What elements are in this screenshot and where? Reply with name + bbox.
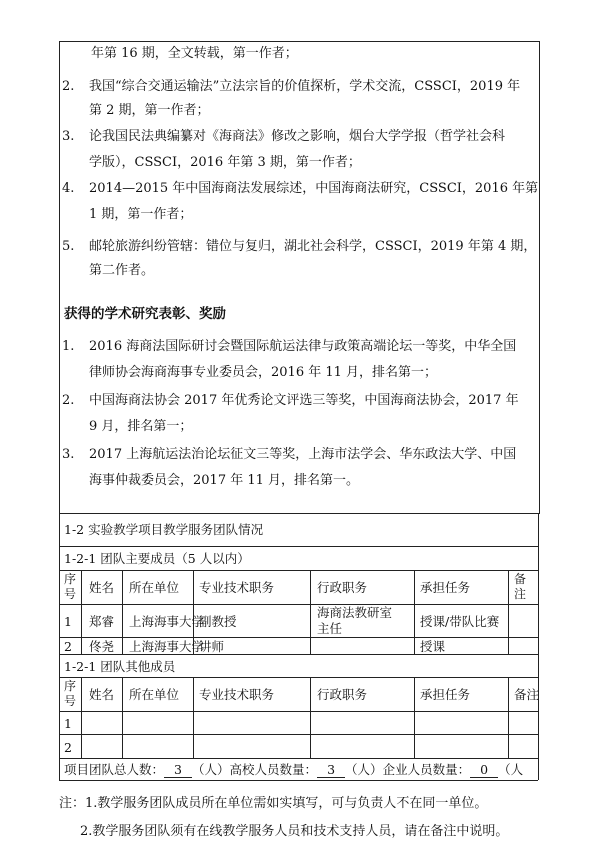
award-line: 2016 海商法国际研讨会暨国际航运法律与政策高端论坛一等奖，中华全国 [89,339,517,354]
col-line [81,677,82,758]
table-rule [59,570,538,571]
award-line: 9 月，排名第一； [89,419,193,434]
header-title: 专业技术职务 [199,687,275,702]
row-title: 讲师 [199,639,225,654]
header-admin: 行政职务 [317,687,368,702]
paper-line: 论我国民法典编纂对《海商法》修改之影响，烟台大学学报（哲学社会科 [89,129,506,144]
row-admin: 主任 [317,621,343,636]
row-seq: 2 [64,740,72,755]
team-summary [64,762,537,778]
unit-label: （人） [192,762,230,777]
row-name: 郑睿 [89,614,115,629]
header-unit: 所在单位 [129,687,180,702]
row-seq: 1 [64,716,72,731]
award-num: 3. [62,447,75,462]
paper-num: 5. [62,239,75,254]
header-note: 备 [514,572,527,586]
table-rule [59,734,538,735]
table-rule [59,711,538,712]
awards-heading: 获得的学术研究表彰、奖励 [64,306,226,322]
col-line [310,570,311,654]
header-seq: 序 [64,679,77,693]
header-admin: 行政职务 [317,580,368,595]
table-border-left [59,513,60,780]
col-line [508,677,509,758]
other-members-title: 1-2-1 团队其他成员 [64,659,176,674]
header-seq: 序 [64,572,77,586]
note-1: 注：1.教学服务团队成员所在单位需如实填写，可与负责人不在同一单位。 [59,796,488,811]
row-title: 副教授 [199,614,237,629]
header-task: 承担任务 [420,580,471,595]
table-rule [59,604,538,605]
note-2: 2.教学服务团队须有在线教学服务人员和技术支持人员，请在备注中说明。 [80,824,509,839]
header-seq: 号 [64,694,77,708]
table-rule [59,677,538,678]
row-task: 授课 [420,639,446,654]
paper-line: 我国“综合交通运输法”立法宗旨的价值探析，学术交流，CSSCI，2019 年 [89,79,521,94]
col-line [414,570,415,654]
row-name: 佟尧 [89,639,115,654]
paper-num: 4. [62,181,75,196]
row-unit: 上海海事大学 [129,639,205,654]
award-num: 2. [62,393,75,408]
paper-line: 1 期，第一作者； [89,207,193,222]
award-line: 海事仲裁委员会，2017 年 11 月，排名第一。 [89,473,360,488]
col-line [122,677,123,758]
award-line: 律师协会海商海事专业委员会，2016 年 11 月，排名第一； [89,365,438,380]
row-unit: 上海海事大学 [129,614,205,629]
table-rule [59,513,538,514]
row-task: 授课/带队比赛 [420,614,500,629]
header-seq: 号 [64,587,77,601]
paper-line: 第二作者。 [89,263,155,278]
col-line [414,677,415,758]
section-title: 1-2 实验教学项目教学服务团队情况 [64,522,264,537]
paper-line: 第 2 期，第一作者； [89,103,210,118]
paper-line: 学版），CSSCI，2016 年第 3 期，第一作者； [89,155,361,170]
header-name: 姓名 [89,687,115,702]
row-admin: 海商法教研室 [317,605,393,620]
col-line [122,570,123,654]
row-seq: 1 [64,614,72,629]
paper-1-continued: 年第 16 期，全文转载，第一作者； [91,46,298,61]
paper-num: 2. [62,79,75,94]
enterprise-value: 0 [470,762,498,778]
college-value: 3 [317,762,345,778]
unit-label: （人） [345,762,383,777]
paper-num: 3. [62,129,75,144]
award-line: 2017 上海航运法治论坛征文三等奖，上海市法学会、华东政法大学、中国 [89,447,517,462]
table-rule [59,546,538,547]
table-rule [59,780,538,781]
main-members-title: 1-2-1 团队主要成员（5 人以内） [64,551,250,566]
total-value: 3 [164,762,192,778]
header-unit: 所在单位 [129,580,180,595]
col-line [81,570,82,654]
table-border-right [538,513,539,780]
col-line [310,677,311,758]
header-title: 专业技术职务 [199,580,275,595]
paper-line: 2014—2015 年中国海商法发展综述，中国海商法研究，CSSCI，2016 年第 [89,181,539,196]
header-note: 备注 [514,687,540,702]
header-note: 注 [514,587,527,601]
header-task: 承担任务 [420,687,471,702]
col-line [508,570,509,654]
unit-label: （人 [498,762,524,777]
award-num: 1. [62,339,75,354]
paper-line: 邮轮旅游纠纷管辖：错位与复归，湖北社会科学，CSSCI，2019 年第 4 期， [89,239,537,254]
enterprise-label: 企业人员数量： [382,762,471,777]
row-seq: 2 [64,639,72,654]
table-rule [59,758,538,759]
col-line [193,677,194,758]
college-label: 高校人员数量： [229,762,318,777]
header-name: 姓名 [89,580,115,595]
total-label: 项目团队总人数： [64,762,165,777]
table-rule [59,654,538,655]
award-line: 中国海商法协会 2017 年优秀论文评选三等奖，中国海商法协会，2017 年 [89,393,519,408]
table-rule [59,637,538,638]
